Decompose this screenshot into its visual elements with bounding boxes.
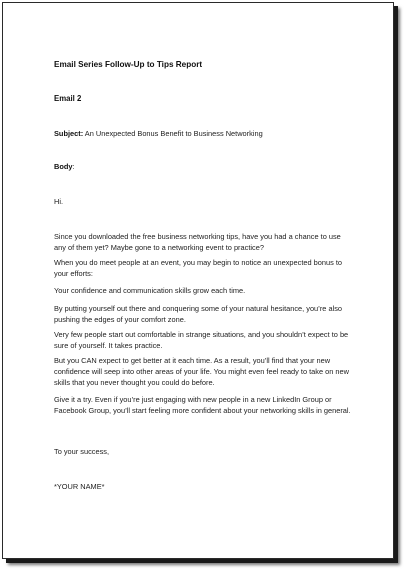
body-label: Body <box>54 162 73 171</box>
paragraph-1: Since you downloaded the free business networking tips, have you had a chance to use any of them yet? Maybe gone to a networking event to practice? <box>54 232 341 253</box>
paragraph-6: But you CAN expect to get better at it each time. As a result, you’ll find that your new confidence will seep into other areas of your life. You might even feel ready to take on new skills that you never thought you could do before. <box>54 356 349 388</box>
document-title: Email Series Follow-Up to Tips Report <box>54 60 203 69</box>
paragraph-2: When you do meet people at an event, you may begin to notice an unexpected bonus to your efforts: <box>54 258 343 279</box>
body-colon: : <box>72 162 75 171</box>
signature-placeholder: *YOUR NAME* <box>54 482 105 491</box>
document-page <box>2 2 394 559</box>
subject-line <box>54 128 354 139</box>
paragraph-5: Very few people start out comfortable in strange situations, and you shouldn’t expect to be sure of yourself. It takes practice. <box>54 330 349 351</box>
greeting: Hi. <box>54 197 64 206</box>
paragraph-7: Give it a try. Even if you’re just engaging with new people in a new LinkedIn Group or Facebook Group, you’ll start feeling more confident about your networking skills in general. <box>54 395 351 416</box>
subject-label: Subject: <box>54 129 84 138</box>
signoff: To your success, <box>54 447 110 456</box>
body-heading <box>54 161 354 172</box>
paragraph-3: Your confidence and communication skills grow each time. <box>54 286 246 295</box>
paragraph-4: By putting yourself out there and conquering some of your natural hesitance, you’re also pushing the edges of your comfort zone. <box>54 304 342 325</box>
subject-text: An Unexpected Bonus Benefit to Business Networking <box>83 129 263 138</box>
email-number: Email 2 <box>54 94 82 103</box>
